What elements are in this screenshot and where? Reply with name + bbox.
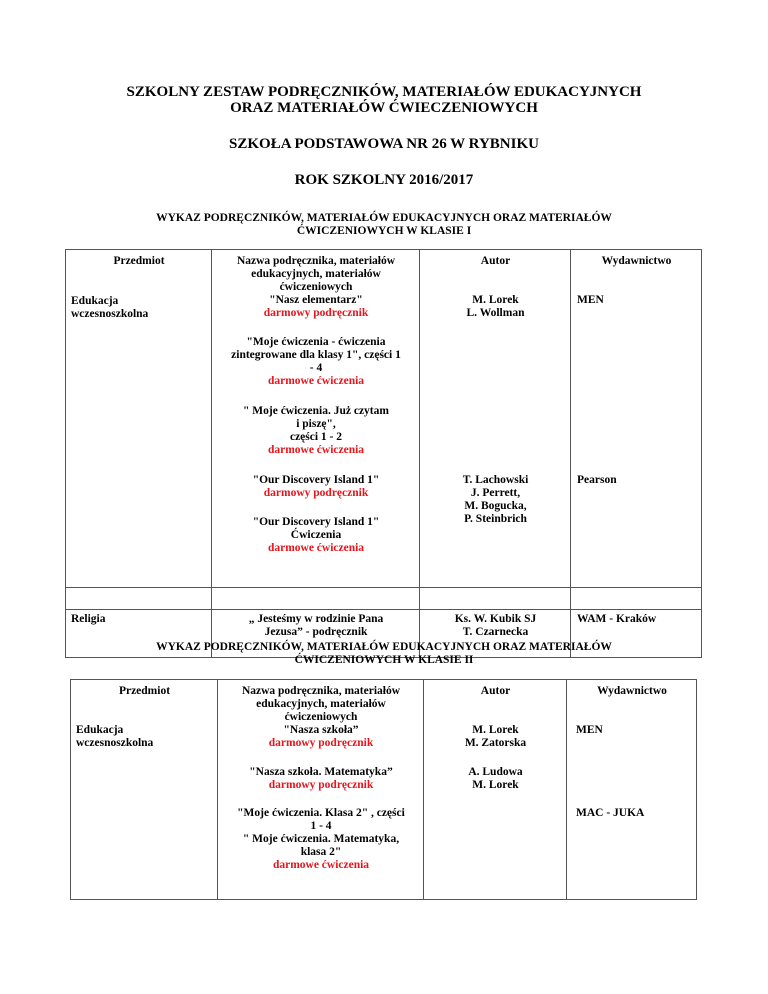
przedmiot-name: Religia: [71, 613, 106, 625]
klasa2-heading-line-2: ĆWICZENIOWYCH W KLASIE II: [294, 654, 474, 666]
author-list: M. Lorek M. Zatorska: [464, 724, 527, 749]
textbook-item: "Nasza szkoła. Matematyka” darmowy podręcznik: [218, 766, 424, 792]
free-note: darmowy podręcznik: [263, 307, 369, 319]
author-list: A. Ludowa M. Lorek: [468, 766, 523, 791]
textbook-item: „ Jesteśmy w rodzinie Pana Jezusa” - podręcznik: [248, 613, 384, 638]
author-list: Ks. W. Kubik SJ T. Czarnecka: [454, 613, 537, 638]
author-list: T. Lachowski J. Perrett, M. Bogucka, P. Steinbrich: [462, 474, 529, 525]
free-note: darmowy podręcznik: [263, 487, 369, 499]
publisher: WAM - Kraków: [577, 613, 657, 625]
klasa1-heading-line-2: ĆWICZENIOWYCH W KLASIE I: [296, 225, 472, 237]
przedmiot-name: Edukacja wczesnoszkolna: [76, 724, 154, 749]
column-header-przedmiot: Przedmiot: [113, 255, 165, 267]
publisher: MEN: [577, 294, 604, 306]
table-row: [66, 250, 702, 588]
school-year: ROK SZKOLNY 2016/2017: [294, 172, 474, 188]
cell-nazwa: [212, 250, 420, 588]
school-name: SZKOŁA PODSTAWOWA NR 26 W RYBNIKU: [229, 136, 539, 152]
column-header-przedmiot: Przedmiot: [118, 685, 171, 697]
textbook-item: "Moje ćwiczenia - ćwiczenia zintegrowane dla klasy 1", części 1 - 4 darmowe ćwiczenia: [212, 336, 420, 388]
free-note: darmowe ćwiczenia: [267, 542, 365, 554]
cell-przedmiot: [66, 250, 212, 588]
column-header-wydawnictwo: Wydawnictwo: [597, 685, 667, 697]
title-line-1: SZKOLNY ZESTAW PODRĘCZNIKÓW, MATERIAŁÓW EDUKACYJNYCH: [126, 84, 642, 100]
textbook-item: "Moje ćwiczenia. Klasa 2" , części 1 - 4 " Moje ćwiczenia. Matematyka, klasa 2" darmowe ćwiczenia: [218, 807, 424, 872]
author-list: M. Lorek L. Wollman: [466, 294, 525, 319]
klasa1-table: [65, 249, 702, 658]
publisher: MAC - JUKA: [576, 807, 645, 819]
klasa2-heading-line-1: WYKAZ PODRĘCZNIKÓW, MATERIAŁÓW EDUKACYJNYCH ORAZ MATERIAŁÓW: [156, 641, 612, 653]
free-note: darmowy podręcznik: [268, 779, 374, 791]
column-header-autor: Autor: [480, 255, 511, 267]
przedmiot-name: Edukacja wczesnoszkolna: [71, 295, 149, 320]
table-row: [71, 680, 697, 900]
klasa2-table: [70, 679, 697, 900]
table-row: [66, 588, 702, 610]
column-header-nazwa: Nazwa podręcznika, materiałów edukacyjnych, materiałów ćwiczeniowych: [236, 255, 396, 293]
free-note: darmowe ćwiczenia: [272, 859, 370, 871]
textbook-item: "Nasza szkoła” darmowy podręcznik: [218, 724, 424, 750]
textbook-item: "Our Discovery Island 1" Ćwiczenia darmowe ćwiczenia: [212, 516, 420, 555]
column-header-nazwa: Nazwa podręcznika, materiałów edukacyjnych, materiałów ćwiczeniowych: [241, 685, 401, 723]
textbook-item: "Nasz elementarz" darmowy podręcznik: [212, 294, 420, 320]
column-header-autor: Autor: [480, 685, 511, 697]
publisher: Pearson: [577, 474, 617, 486]
column-header-wydawnictwo: Wydawnictwo: [601, 255, 672, 267]
free-note: darmowe ćwiczenia: [267, 444, 365, 456]
free-note: darmowe ćwiczenia: [267, 375, 365, 387]
title-line-2: ORAZ MATERIAŁÓW ĆWIECZENIOWYCH: [230, 100, 538, 116]
free-note: darmowy podręcznik: [268, 737, 374, 749]
textbook-item: "Our Discovery Island 1" darmowy podręcznik: [212, 474, 420, 500]
klasa1-heading-line-1: WYKAZ PODRĘCZNIKÓW, MATERIAŁÓW EDUKACYJNYCH ORAZ MATERIAŁÓW: [156, 212, 612, 224]
cell-autor: [420, 250, 571, 588]
textbook-item: " Moje ćwiczenia. Już czytam i piszę", części 1 - 2 darmowe ćwiczenia: [212, 405, 420, 457]
publisher: MEN: [576, 724, 603, 736]
cell-wydawnictwo: [571, 250, 702, 588]
